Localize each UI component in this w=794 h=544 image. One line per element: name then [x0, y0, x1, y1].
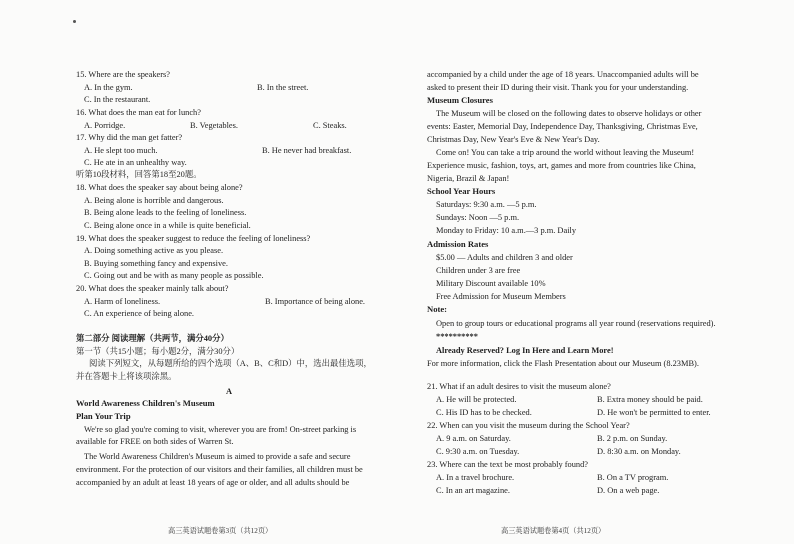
separator-stars: ********** — [436, 332, 478, 341]
q22-option-d: D. 8:30 a.m. on Monday. — [597, 447, 681, 456]
q16-option-a: A. Porridge. — [84, 121, 126, 130]
q19-option-b: B. Buying something fancy and expensive. — [84, 259, 228, 268]
plan-trip-heading: Plan Your Trip — [76, 411, 131, 421]
rate-line: $5.00 — Adults and children 3 and older — [436, 253, 573, 262]
page-footer: 高三英语试题卷第3页（共12页） — [168, 527, 273, 535]
passage-title: World Awareness Children's Museum — [76, 398, 215, 408]
hours-line: Sundays: Noon —5 p.m. — [436, 213, 520, 222]
q19-option-c: C. Going out and be with as many people as possible. — [84, 271, 264, 280]
hours-line: Saturdays: 9:30 a.m. —5 p.m. — [436, 200, 537, 209]
paragraph-text: accompanied by an adult at least 18 years of age or older, and all adults should be — [76, 478, 350, 487]
paragraph-text: events: Easter, Memorial Day, Independence Day, Thanksgiving, Christmas Eve, — [427, 122, 698, 131]
q18-stem: 18. What does the speaker say about being alone? — [76, 183, 243, 192]
paragraph-text: The Museum will be closed on the following dates to observe holidays or other — [436, 109, 702, 118]
q17-option-c: C. He ate in an unhealthy way. — [84, 158, 187, 167]
q15-option-a: A. In the gym. — [84, 83, 133, 92]
q19-stem: 19. What does the speaker suggest to reduce the feeling of loneliness? — [76, 234, 311, 243]
page-footer: 高三英语试题卷第4页（共12页） — [501, 527, 606, 535]
q23-option-c: C. In an art magazine. — [436, 486, 510, 495]
note-text: Open to group tours or educational programs all year round (reservations required). — [436, 319, 716, 328]
q23-option-d: D. On a web page. — [597, 486, 660, 495]
q20-stem: 20. What does the speaker mainly talk about? — [76, 284, 229, 293]
paragraph-text: Christmas Day, New Year's Eve & New Year's Day. — [427, 135, 600, 144]
q21-option-c: C. His ID has to be checked. — [436, 408, 532, 417]
rate-line: Military Discount available 10% — [436, 279, 546, 288]
reading-instruction-1: 阅读下列短文，从每题所给的四个选项（A、B、C和D）中，选出最佳选项， — [89, 359, 372, 368]
q22-stem: 22. When can you visit the museum during the School Year? — [427, 421, 630, 430]
hours-heading: School Year Hours — [427, 186, 496, 196]
login-link: Already Reserved? Log In Here and Learn More! — [436, 346, 614, 355]
rate-line: Free Admission for Museum Members — [436, 292, 566, 301]
section-one-title: 第一节（共15小题；每小题2分，满分30分） — [76, 347, 240, 356]
listening-instruction: 听第10段材料，回答第18至20题。 — [76, 170, 202, 179]
q17-option-a: A. He slept too much. — [84, 146, 158, 155]
paragraph-text: accompanied by a child under the age of 18 years. Unaccompanied adults will be — [427, 70, 699, 79]
q17-stem: 17. Why did the man get fatter? — [76, 133, 183, 142]
paragraph-text: Nigeria, Brazil & Japan! — [427, 174, 510, 183]
q15-stem: 15. Where are the speakers? — [76, 70, 171, 79]
rate-line: Children under 3 are free — [436, 266, 521, 275]
q16-stem: 16. What does the man eat for lunch? — [76, 108, 201, 117]
q20-option-b: B. Importance of being alone. — [265, 297, 366, 306]
q18-option-c: C. Being alone once in a while is quite beneficial. — [84, 221, 251, 230]
q20-option-a: A. Harm of loneliness. — [84, 297, 161, 306]
q22-option-b: B. 2 p.m. on Sunday. — [597, 434, 668, 443]
q15-option-c: C. In the restaurant. — [84, 95, 151, 104]
paragraph-text: environment. For the protection of our visitors and their families, all children must be — [76, 465, 363, 474]
right-page — [397, 0, 794, 544]
q21-option-a: A. He will be protected. — [436, 395, 517, 404]
q17-option-b: B. He never had breakfast. — [262, 146, 352, 155]
paragraph-text: Come on! You can take a trip around the world without leaving the Museum! — [436, 148, 695, 157]
paragraph-text: available for FREE on both sides of Warren St. — [76, 437, 234, 446]
closures-heading: Museum Closures — [427, 95, 493, 105]
info-text: For more information, click the Flash Presentation about our Museum (8.23MB). — [427, 359, 699, 368]
q22-option-c: C. 9:30 a.m. on Tuesday. — [436, 447, 520, 456]
q18-option-b: B. Being alone leads to the feeling of loneliness. — [84, 208, 247, 217]
q21-stem: 21. What if an adult desires to visit the museum alone? — [427, 382, 611, 391]
q23-option-b: B. On a TV program. — [597, 473, 669, 482]
q23-option-a: A. In a travel brochure. — [436, 473, 515, 482]
q19-option-a: A. Doing something active as you please. — [84, 246, 224, 255]
q23-stem: 23. Where can the text be most probably found? — [427, 460, 589, 469]
paragraph-text: Experience music, fashion, toys, art, games and more from countries like China, — [427, 161, 696, 170]
q16-option-c: C. Steaks. — [313, 121, 347, 130]
part-two-title: 第二部分 阅读理解（共两节，满分40分） — [76, 334, 229, 343]
passage-letter: A — [226, 387, 233, 396]
note-heading: Note: — [427, 304, 448, 314]
q22-option-a: A. 9 a.m. on Saturday. — [436, 434, 511, 443]
paragraph-text: We're so glad you're coming to visit, wherever you are from! On-street parking is — [84, 425, 357, 434]
rates-heading: Admission Rates — [427, 239, 489, 249]
q15-option-b: B. In the street. — [257, 83, 309, 92]
q18-option-a: A. Being alone is horrible and dangerous. — [84, 196, 224, 205]
hours-line: Monday to Friday: 10 a.m.—3 p.m. Daily — [436, 226, 577, 235]
q21-option-d: D. He won't be permitted to enter. — [597, 408, 711, 417]
paragraph-text: The World Awareness Children's Museum is aimed to provide a safe and secure — [84, 452, 351, 461]
q21-option-b: B. Extra money should be paid. — [597, 395, 703, 404]
q16-option-b: B. Vegetables. — [190, 121, 238, 130]
paragraph-text: asked to present their ID during their visit. Thank you for your understanding. — [427, 83, 689, 92]
q20-option-c: C. An experience of being alone. — [84, 309, 194, 318]
reading-instruction-2: 并在答题卡上将该项涂黑。 — [76, 372, 177, 381]
